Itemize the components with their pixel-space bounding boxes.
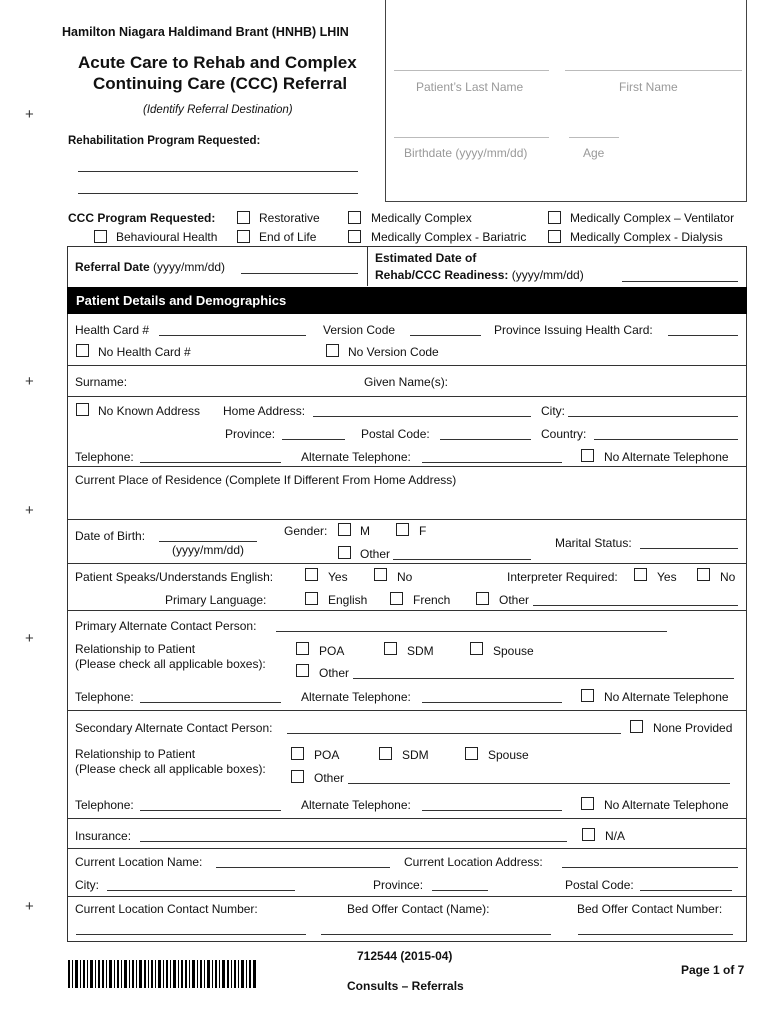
location-postal-code-input[interactable] [640, 890, 732, 891]
home-address-label: Home Address: [223, 404, 306, 418]
primary-language-label: Primary Language: [165, 593, 267, 607]
secondary-check-all-label: (Please check all applicable boxes): [75, 762, 266, 776]
referral-date-format: (yyyy/mm/dd) [153, 260, 226, 274]
rehab-program-line-1[interactable] [78, 171, 358, 172]
medically-complex-checkbox[interactable] [348, 211, 361, 224]
no-version-code-checkbox[interactable] [326, 344, 339, 357]
primary-spouse-label: Spouse [493, 644, 534, 658]
postal-code-input[interactable] [440, 439, 531, 440]
current-location-address-label: Current Location Address: [404, 855, 543, 869]
telephone-input[interactable] [140, 462, 281, 463]
secondary-other-label: Other [314, 771, 345, 785]
ccc-program-label: CCC Program Requested: [68, 211, 216, 225]
language-other-checkbox[interactable] [476, 592, 489, 605]
telephone-label: Telephone: [75, 450, 134, 464]
postal-code-label: Postal Code: [361, 427, 430, 441]
current-location-name-input[interactable] [216, 867, 390, 868]
no-known-address-label: No Known Address [98, 404, 201, 418]
interpreter-yes-label: Yes [657, 570, 677, 584]
form-category: Consults – Referrals [347, 979, 464, 993]
insurance-label: Insurance: [75, 829, 132, 843]
gender-male-label: M [360, 524, 370, 538]
city-label: City: [541, 404, 565, 418]
location-contact-number-label: Current Location Contact Number: [75, 902, 258, 916]
primary-no-alt-telephone-checkbox[interactable] [581, 689, 594, 702]
identify-destination: (Identify Referral Destination) [143, 104, 293, 116]
form-title-line2: Continuing Care (CCC) Referral [93, 74, 348, 93]
registration-mark: + [25, 373, 34, 390]
bed-offer-contact-input[interactable] [321, 934, 551, 935]
form-number: 712544 (2015-04) [357, 949, 453, 963]
interpreter-no-label: No [720, 570, 736, 584]
bed-offer-number-label: Bed Offer Contact Number: [577, 902, 723, 916]
interpreter-yes-checkbox[interactable] [634, 568, 647, 581]
english-yes-label: Yes [328, 570, 348, 584]
primary-no-alt-telephone-label: No Alternate Telephone [604, 690, 729, 704]
secondary-spouse-label: Spouse [488, 748, 529, 762]
language-english-checkbox[interactable] [305, 592, 318, 605]
birthdate-line[interactable] [394, 137, 549, 138]
insurance-na-checkbox[interactable] [582, 828, 595, 841]
patient-label-box [385, 0, 747, 202]
section-header: Patient Details and Demographics [67, 287, 747, 314]
province-label: Province: [225, 427, 276, 441]
birthdate-label: Birthdate (yyyy/mm/dd) [404, 146, 528, 160]
last-name-line[interactable] [394, 70, 549, 71]
no-health-card-label: No Health Card # [98, 345, 191, 359]
bed-offer-number-input[interactable] [578, 934, 733, 935]
language-french-checkbox[interactable] [390, 592, 403, 605]
speaks-english-label: Patient Speaks/Understands English: [75, 570, 274, 584]
primary-alt-telephone-label: Alternate Telephone: [301, 690, 411, 704]
dob-input[interactable] [159, 541, 257, 542]
no-alt-telephone-checkbox[interactable] [581, 449, 594, 462]
estimated-date-format: (yyyy/mm/dd) [511, 268, 584, 282]
dialysis-label: Medically Complex - Dialysis [570, 230, 723, 244]
gender-male-checkbox[interactable] [338, 523, 351, 536]
behavioural-health-label: Behavioural Health [116, 230, 218, 244]
org-name: Hamilton Niagara Haldimand Brant (HNHB) LHIN [62, 25, 349, 39]
secondary-contact-label: Secondary Alternate Contact Person: [75, 721, 273, 735]
current-location-address-input[interactable] [562, 867, 738, 868]
insurance-input[interactable] [140, 841, 567, 842]
country-input[interactable] [594, 439, 738, 440]
form-title-line1: Acute Care to Rehab and Complex [78, 53, 357, 72]
end-of-life-checkbox[interactable] [237, 230, 250, 243]
country-label: Country: [541, 427, 587, 441]
registration-mark: + [25, 502, 34, 519]
medically-complex-label: Medically Complex [371, 211, 472, 225]
insurance-na-label: N/A [605, 829, 626, 843]
no-version-code-label: No Version Code [348, 345, 439, 359]
divider [68, 818, 747, 819]
primary-check-all-label: (Please check all applicable boxes): [75, 657, 266, 671]
secondary-telephone-input[interactable] [140, 810, 281, 811]
no-health-card-checkbox[interactable] [76, 344, 89, 357]
secondary-relationship-label: Relationship to Patient [75, 747, 196, 761]
current-location-name-label: Current Location Name: [75, 855, 203, 869]
primary-telephone-label: Telephone: [75, 690, 134, 704]
no-known-address-checkbox[interactable] [76, 403, 89, 416]
secondary-spouse-checkbox[interactable] [465, 747, 478, 760]
english-no-checkbox[interactable] [374, 568, 387, 581]
marital-status-label: Marital Status: [555, 536, 632, 550]
language-french-label: French [413, 593, 451, 607]
bariatric-label: Medically Complex - Bariatric [371, 230, 527, 244]
none-provided-label: None Provided [653, 721, 733, 735]
english-yes-checkbox[interactable] [305, 568, 318, 581]
interpreter-no-checkbox[interactable] [697, 568, 710, 581]
primary-poa-label: POA [319, 644, 345, 658]
version-code-input[interactable] [410, 335, 481, 336]
location-city-label: City: [75, 878, 99, 892]
first-name-label: First Name [619, 80, 678, 94]
secondary-contact-input[interactable] [287, 733, 621, 734]
primary-contact-input[interactable] [276, 631, 667, 632]
health-card-input[interactable] [159, 335, 306, 336]
age-line[interactable] [569, 137, 619, 138]
marital-status-input[interactable] [640, 548, 738, 549]
primary-other-input[interactable] [353, 678, 734, 679]
divider [68, 710, 747, 711]
primary-alt-telephone-input[interactable] [422, 702, 562, 703]
province-issuing-input[interactable] [668, 335, 738, 336]
rehab-program-label: Rehabilitation Program Requested: [68, 135, 261, 147]
last-name-label: Patient’s Last Name [416, 80, 524, 94]
dob-label: Date of Birth: [75, 529, 146, 543]
dialysis-checkbox[interactable] [548, 230, 561, 243]
registration-mark: + [25, 630, 34, 647]
secondary-poa-label: POA [314, 748, 340, 762]
location-city-input[interactable] [107, 890, 295, 891]
end-of-life-label: End of Life [259, 230, 317, 244]
gender-other-input[interactable] [393, 559, 531, 560]
current-residence-label: Current Place of Residence (Complete If Different From Home Address) [75, 473, 457, 487]
health-card-label: Health Card # [75, 323, 150, 337]
version-code-label: Version Code [323, 323, 396, 337]
estimated-date-line2: Rehab/CCC Readiness: [375, 268, 509, 282]
ventilator-checkbox[interactable] [548, 211, 561, 224]
barcode-image [68, 960, 256, 988]
primary-telephone-input[interactable] [140, 702, 281, 703]
province-input[interactable] [282, 439, 345, 440]
divider [68, 563, 747, 564]
secondary-telephone-label: Telephone: [75, 798, 134, 812]
referral-date-input[interactable] [241, 273, 358, 274]
bed-offer-contact-label: Bed Offer Contact (Name): [347, 902, 490, 916]
secondary-sdm-checkbox[interactable] [379, 747, 392, 760]
given-names-label: Given Name(s): [364, 375, 449, 389]
gender-other-label: Other [360, 547, 391, 561]
estimated-date-line1: Estimated Date of [375, 251, 477, 265]
location-postal-code-label: Postal Code: [565, 878, 634, 892]
secondary-no-alt-telephone-checkbox[interactable] [581, 797, 594, 810]
none-provided-checkbox[interactable] [630, 720, 643, 733]
gender-female-label: F [419, 524, 427, 538]
registration-mark: + [25, 106, 34, 123]
location-contact-number-input[interactable] [76, 934, 306, 935]
alt-telephone-label: Alternate Telephone: [301, 450, 411, 464]
secondary-other-input[interactable] [348, 783, 730, 784]
primary-other-checkbox[interactable] [296, 664, 309, 677]
primary-sdm-label: SDM [407, 644, 434, 658]
primary-sdm-checkbox[interactable] [384, 642, 397, 655]
bariatric-checkbox[interactable] [348, 230, 361, 243]
ventilator-label: Medically Complex – Ventilator [570, 211, 735, 225]
behavioural-health-checkbox[interactable] [94, 230, 107, 243]
home-address-input[interactable] [313, 416, 531, 417]
rehab-program-line-2[interactable] [78, 193, 358, 194]
divider [68, 896, 747, 897]
age-label: Age [583, 146, 605, 160]
referral-date-label: Referral Date [75, 260, 150, 274]
divider [68, 610, 747, 611]
primary-contact-label: Primary Alternate Contact Person: [75, 619, 257, 633]
page-number: Page 1 of 7 [681, 963, 745, 977]
referral-divider [367, 246, 368, 286]
first-name-line[interactable] [565, 70, 742, 71]
primary-other-label: Other [319, 666, 350, 680]
gender-label: Gender: [284, 524, 328, 538]
divider [68, 365, 747, 366]
interpreter-label: Interpreter Required: [507, 570, 618, 584]
restorative-checkbox[interactable] [237, 211, 250, 224]
divider [68, 396, 747, 397]
secondary-no-alt-telephone-label: No Alternate Telephone [604, 798, 729, 812]
secondary-alt-telephone-input[interactable] [422, 810, 562, 811]
secondary-poa-checkbox[interactable] [291, 747, 304, 760]
alt-telephone-input[interactable] [422, 462, 562, 463]
estimated-date-input[interactable] [622, 281, 738, 282]
no-alt-telephone-label: No Alternate Telephone [604, 450, 729, 464]
registration-mark: + [25, 898, 34, 915]
secondary-other-checkbox[interactable] [291, 770, 304, 783]
secondary-sdm-label: SDM [402, 748, 429, 762]
restorative-label: Restorative [259, 211, 320, 225]
dob-format: (yyyy/mm/dd) [172, 543, 244, 557]
city-input[interactable] [568, 416, 738, 417]
divider [68, 848, 747, 849]
divider [68, 519, 747, 520]
primary-spouse-checkbox[interactable] [470, 642, 483, 655]
language-other-label: Other [499, 593, 530, 607]
gender-other-checkbox[interactable] [338, 546, 351, 559]
province-issuing-label: Province Issuing Health Card: [494, 323, 653, 337]
location-province-label: Province: [373, 878, 424, 892]
english-no-label: No [397, 570, 413, 584]
location-province-input[interactable] [432, 890, 488, 891]
secondary-alt-telephone-label: Alternate Telephone: [301, 798, 411, 812]
surname-label: Surname: [75, 375, 128, 389]
language-other-input[interactable] [533, 605, 738, 606]
language-english-label: English [328, 593, 368, 607]
primary-poa-checkbox[interactable] [296, 642, 309, 655]
primary-relationship-label: Relationship to Patient [75, 642, 196, 656]
divider [68, 466, 747, 467]
gender-female-checkbox[interactable] [396, 523, 409, 536]
